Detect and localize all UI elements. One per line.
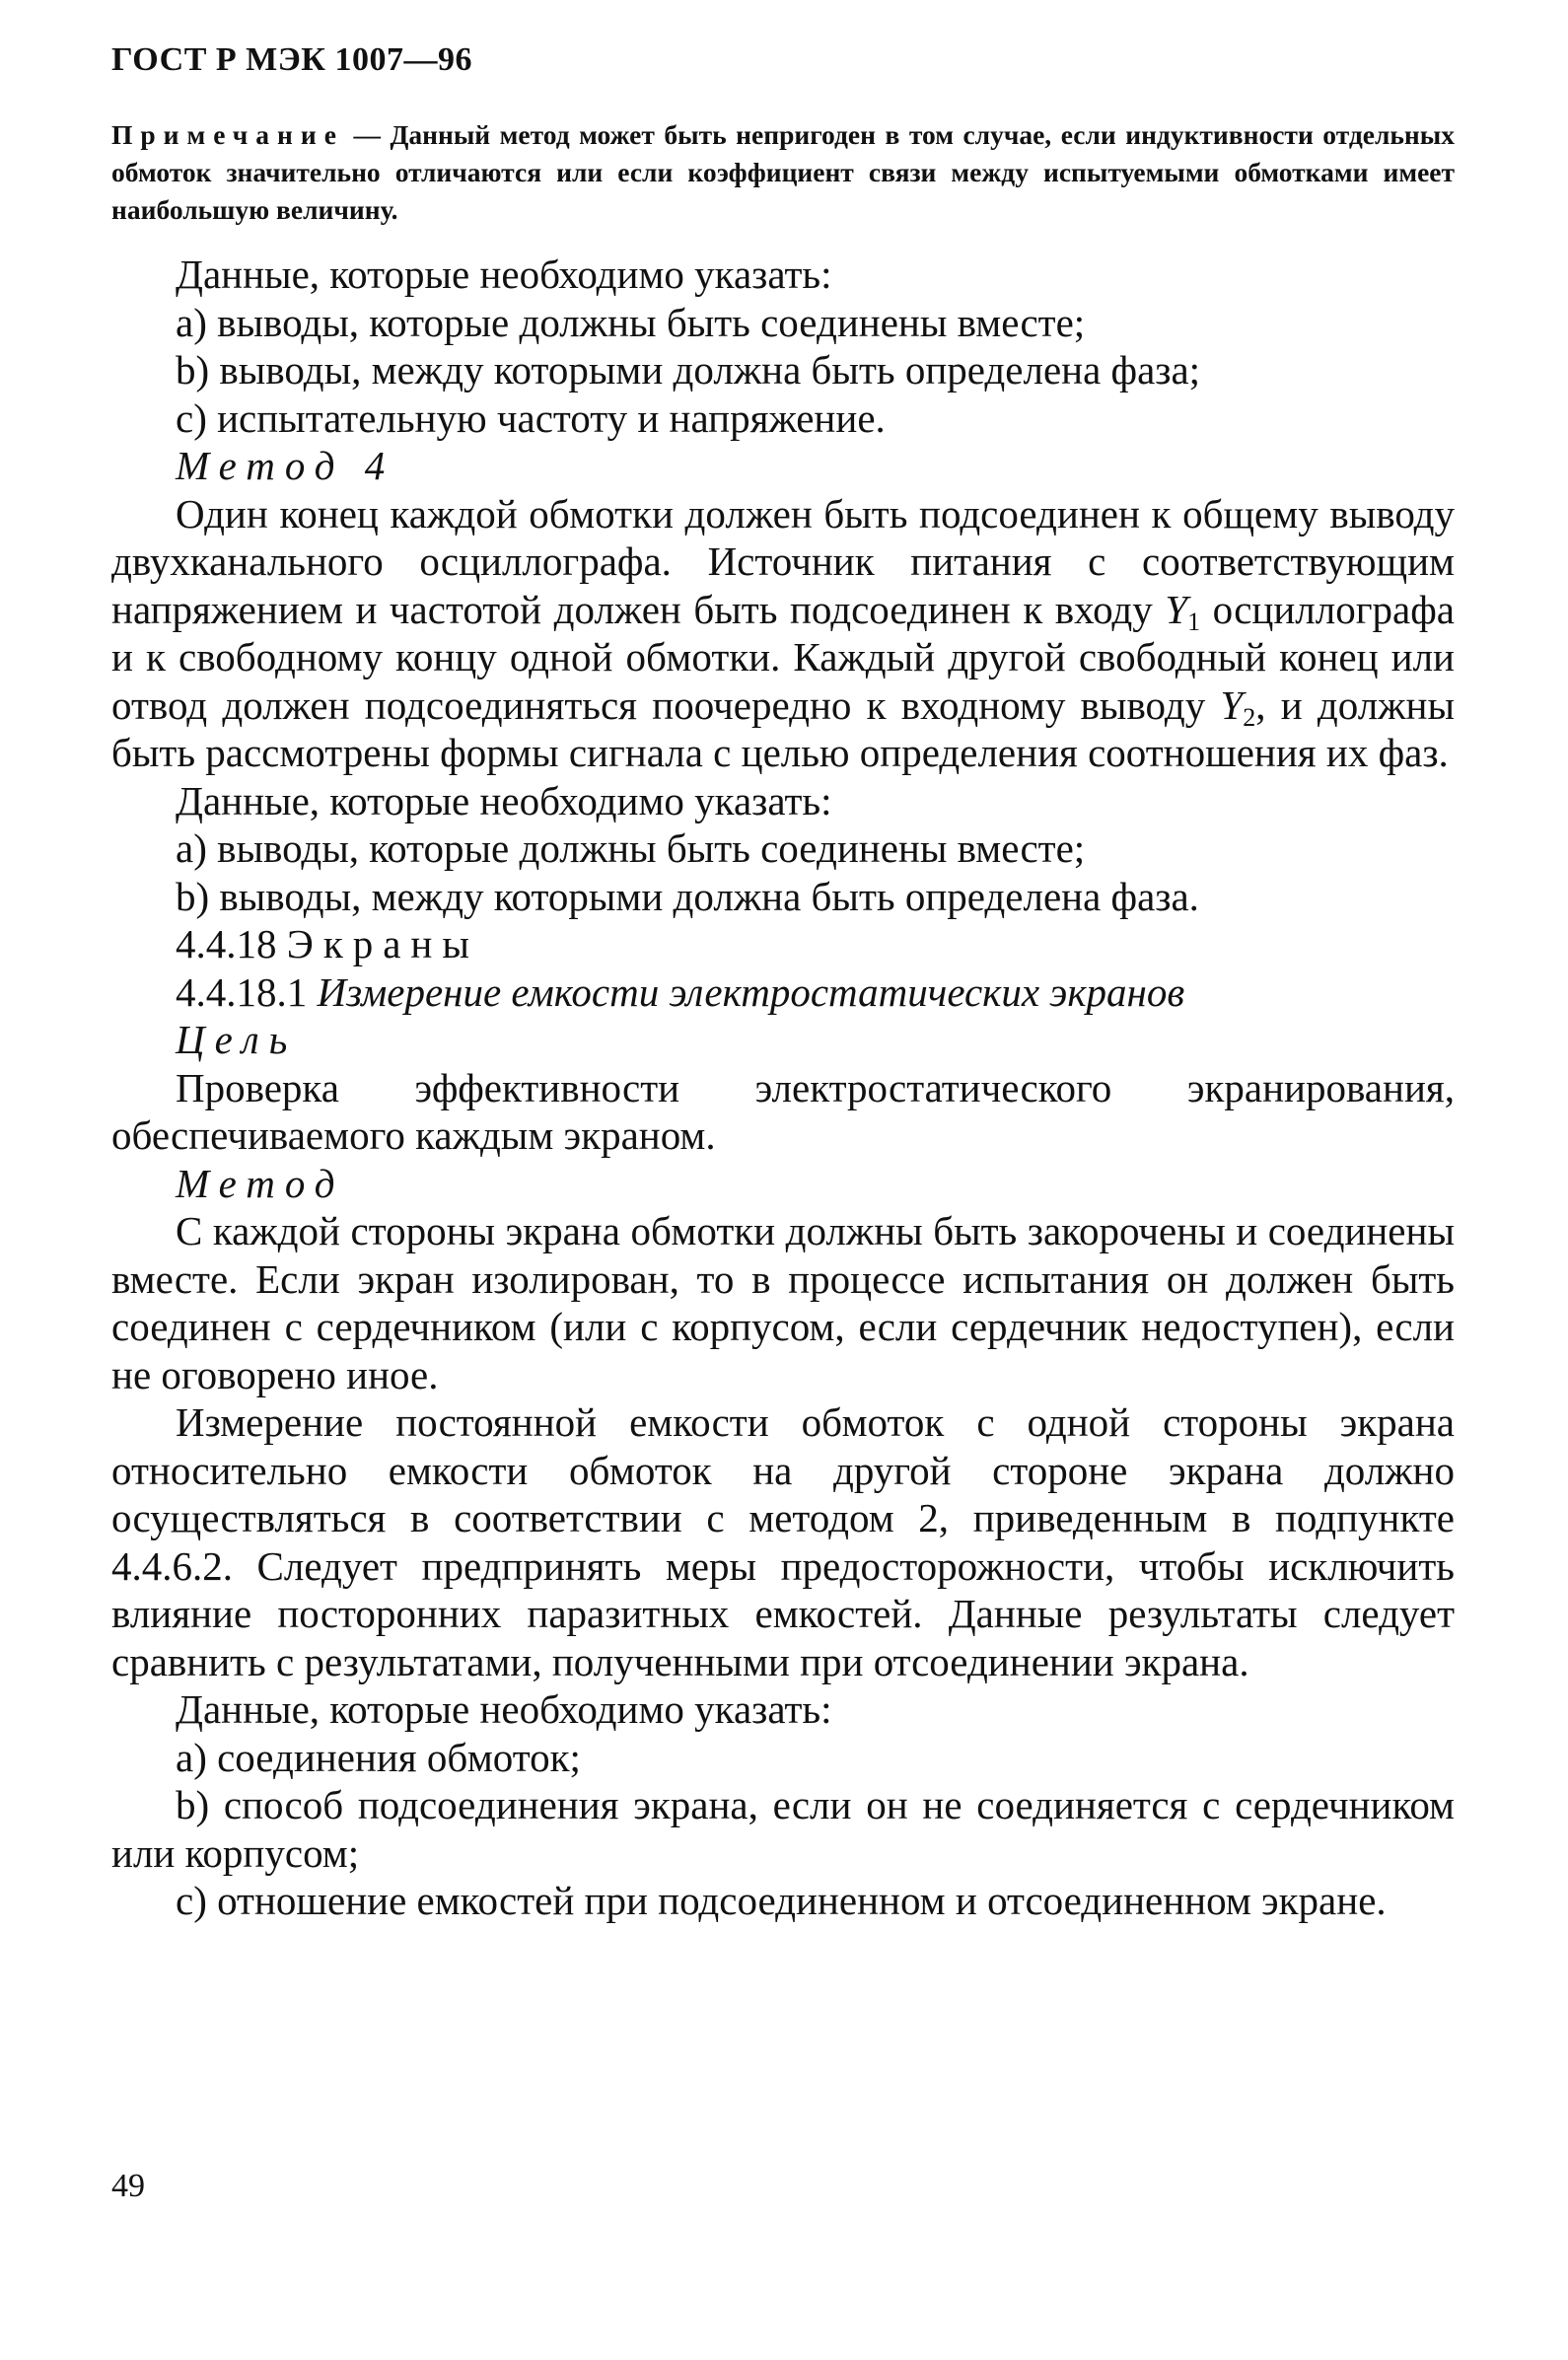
method-heading: Метод 4: [176, 443, 395, 488]
method-heading: Метод: [176, 1160, 345, 1206]
subsection-number: 4.4.18.1: [176, 968, 308, 1015]
paragraph-text: Один конец каждой обмотки должен быть подсоединен к общему выводу двухканального осциллографа. Источник питания с соответствующим напряжением и частотой должен быть подсоединен к входу: [111, 490, 1455, 632]
data-list-heading: Данные, которые необходимо указать:: [176, 1686, 832, 1732]
list-item: а) соединения обмоток;: [176, 1734, 581, 1780]
subscript: 2: [1243, 702, 1256, 732]
data-list-heading: Данные, которые необходимо указать:: [176, 777, 832, 823]
subsection-title: Измерение емкости электростатических экранов: [317, 968, 1185, 1015]
note-paragraph: [111, 116, 1455, 229]
list-item: с) испытательную частоту и напряжение.: [176, 394, 886, 441]
list-item: b) выводы, между которыми должна быть определена фаза.: [176, 873, 1199, 919]
document-header: ГОСТ Р МЭК 1007—96: [111, 41, 472, 78]
symbol-y1: Y: [1165, 586, 1188, 632]
method-4-paragraph: [111, 490, 1455, 777]
purpose-paragraph: Проверка эффективности электростатического экранирования, обеспечиваемого каждым экраном.: [111, 1064, 1455, 1158]
list-item: а) выводы, которые должны быть соединены вместе;: [176, 825, 1086, 871]
data-list-heading: Данные, которые необходимо указать:: [176, 251, 832, 297]
section-title: Экраны: [286, 921, 479, 966]
subsection-heading: [111, 968, 1455, 1017]
purpose-heading: Цель: [176, 1017, 298, 1062]
method-paragraph: Измерение постоянной емкости обмоток с одной стороны экрана относительно емкости обмоток на другой стороне экрана должно осуществляться в соответствии с методом 2, приведенным в подпункте 4.4.6.2. Следует предпринять меры предосторожности, чтобы исключить влияние посторонних паразитных емкостей. Данные результаты следует сравнить с результатами, полученными при отсоединении экрана.: [111, 1399, 1455, 1684]
note-text: — Данный метод может быть непригоден в том случае, если индуктивности отдельных обмоток значительно отличаются или если коэффициент связи между испытуемыми обмотками имеет наибольшую величину.: [111, 119, 1455, 225]
list-item: с) отношение емкостей при подсоединенном и отсоединенном экране.: [176, 1878, 1387, 1923]
list-item: b) выводы, между которыми должна быть определена фаза;: [176, 347, 1201, 393]
section-number: 4.4.18: [176, 921, 277, 966]
document-body: [111, 250, 1455, 1925]
note-label: Примечание: [111, 119, 344, 150]
subscript: 1: [1187, 607, 1201, 636]
paragraph-text: осциллографа и к свободному концу одной обмотки. Каждый другой свободный конец или отвод должен подсоединяться поочередно к входному выводу: [111, 586, 1455, 728]
section-heading: [111, 920, 1455, 968]
method-paragraph: С каждой стороны экрана обмотки должны быть закорочены и соединены вместе. Если экран изолирован, то в процессе испытания он должен быть соединен с сердечником (или с корпусом, если сердечник недоступен), если не оговорено иное.: [111, 1208, 1455, 1397]
page-number: 49: [111, 2168, 145, 2204]
paragraph-text: , и должны быть рассмотрены формы сигнала с целью определения соотношения их фаз.: [111, 681, 1455, 775]
list-item: b) способ подсоединения экрана, если он не соединяется с сердечником или корпусом;: [111, 1782, 1455, 1876]
list-item: а) выводы, которые должны быть соединены вместе;: [176, 299, 1086, 345]
symbol-y2: Y: [1220, 681, 1244, 728]
